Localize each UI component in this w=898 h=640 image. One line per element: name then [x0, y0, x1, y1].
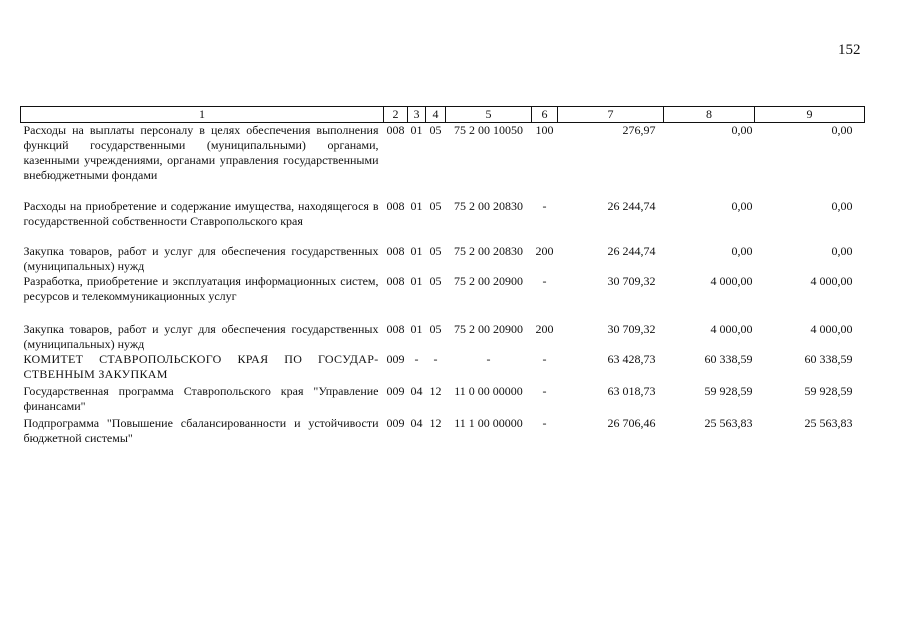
amount-col8: 60 338,59: [704, 352, 753, 366]
column-number-header: 7: [558, 107, 664, 123]
target-article-code: 75 2 00 10050: [454, 123, 523, 137]
section-code: 01: [410, 199, 423, 213]
section-code: 04: [410, 416, 423, 430]
column-number-header: 8: [664, 107, 755, 123]
amount-col7: 63 428,73: [607, 352, 656, 366]
subsection-code: 05: [429, 322, 442, 336]
row-name: Расходы на выплаты персоналу в целях обеспечения выполнения функций государственными (муниципальными) органами, казенными учреждениями, органами управления государственными внебюджетными фондами: [23, 123, 379, 182]
expense-type-code: -: [542, 199, 547, 213]
target-article-code: -: [486, 352, 491, 366]
column-number-header: 6: [532, 107, 558, 123]
section-code: -: [414, 352, 419, 366]
amount-col9: 0,00: [831, 244, 853, 258]
ved-code: 009: [386, 352, 405, 366]
budget-table: [20, 106, 865, 448]
column-number-row: [21, 107, 865, 123]
table-row: [21, 322, 865, 352]
section-code: 04: [410, 384, 423, 398]
column-number-header: 9: [755, 107, 865, 123]
amount-col8: 0,00: [731, 244, 753, 258]
column-number-header: 2: [384, 107, 408, 123]
page-number: 152: [838, 42, 861, 58]
ved-code: 009: [386, 384, 405, 398]
column-number-header: 3: [408, 107, 426, 123]
subsection-code: 05: [429, 199, 442, 213]
table-row: [21, 274, 865, 322]
amount-col8: 4 000,00: [710, 274, 753, 288]
section-code: 01: [410, 274, 423, 288]
amount-col9: 25 563,83: [804, 416, 853, 430]
row-name: Государственная программа Ставропольского края "Управление финансами": [23, 384, 379, 413]
subsection-code: 05: [429, 123, 442, 137]
section-code: 01: [410, 123, 423, 137]
table-row: [21, 416, 865, 448]
expense-type-code: -: [542, 384, 547, 398]
amount-col8: 0,00: [731, 123, 753, 137]
amount-col7: 26 244,74: [607, 199, 656, 213]
subsection-code: 05: [429, 274, 442, 288]
ved-code: 008: [386, 322, 405, 336]
column-number-header: 4: [426, 107, 446, 123]
amount-col8: 4 000,00: [710, 322, 753, 336]
ved-code: 008: [386, 199, 405, 213]
ved-code: 008: [386, 274, 405, 288]
ved-code: 009: [386, 416, 405, 430]
amount-col8: 25 563,83: [704, 416, 753, 430]
subsection-code: 12: [429, 384, 442, 398]
amount-col8: 59 928,59: [704, 384, 753, 398]
table-row: [21, 123, 865, 200]
row-name: Закупка товаров, работ и услуг для обеспечения государственных (муниципальных) нужд: [23, 244, 379, 273]
amount-col9: 60 338,59: [804, 352, 853, 366]
expense-type-code: 200: [535, 244, 554, 258]
expense-type-code: -: [542, 352, 547, 366]
amount-col9: 59 928,59: [804, 384, 853, 398]
target-article-code: 75 2 00 20830: [454, 244, 523, 258]
amount-col7: 30 709,32: [607, 274, 656, 288]
row-name: Подпрограмма "Повышение сбалансированности и устойчивости бюджетной системы": [23, 416, 379, 445]
expense-type-code: 100: [535, 123, 554, 137]
table-body: [21, 123, 865, 449]
target-article-code: 75 2 00 20900: [454, 322, 523, 336]
ved-code: 008: [386, 123, 405, 137]
target-article-code: 75 2 00 20900: [454, 274, 523, 288]
expense-type-code: -: [542, 416, 547, 430]
subsection-code: -: [433, 352, 438, 366]
table-header: [21, 107, 865, 123]
amount-col7: 26 244,74: [607, 244, 656, 258]
amount-col9: 4 000,00: [810, 322, 853, 336]
table-row: [21, 244, 865, 274]
amount-col9: 0,00: [831, 199, 853, 213]
row-name: Закупка товаров, работ и услуг для обеспечения государственных (муниципальных) нужд: [23, 322, 379, 351]
column-number-header: 5: [446, 107, 532, 123]
amount-col7: 30 709,32: [607, 322, 656, 336]
subsection-code: 12: [429, 416, 442, 430]
row-name: Расходы на приобретение и содержание имущества, находящегося в государственной собственности Ставропольского края: [23, 199, 379, 228]
amount-col7: 276,97: [622, 123, 656, 137]
ved-code: 008: [386, 244, 405, 258]
amount-col7: 26 706,46: [607, 416, 656, 430]
amount-col8: 0,00: [731, 199, 753, 213]
section-code: 01: [410, 244, 423, 258]
subsection-code: 05: [429, 244, 442, 258]
amount-col7: 63 018,73: [607, 384, 656, 398]
target-article-code: 11 0 00 00000: [454, 384, 523, 398]
table-row: [21, 384, 865, 416]
row-name: КОМИТЕТ СТАВРОПОЛЬСКОГО КРАЯ ПО ГОСУДАР-СТВЕННЫМ ЗАКУПКАМ: [23, 352, 379, 381]
column-number-header: 1: [21, 107, 384, 123]
amount-col9: 4 000,00: [810, 274, 853, 288]
expense-type-code: 200: [535, 322, 554, 336]
row-name: Разработка, приобретение и эксплуатация информационных систем, ресурсов и телекоммуникационных услуг: [23, 274, 379, 303]
target-article-code: 11 1 00 00000: [454, 416, 523, 430]
expense-type-code: -: [542, 274, 547, 288]
table-row: [21, 352, 865, 384]
section-code: 01: [410, 322, 423, 336]
amount-col9: 0,00: [831, 123, 853, 137]
table-row: [21, 199, 865, 244]
target-article-code: 75 2 00 20830: [454, 199, 523, 213]
